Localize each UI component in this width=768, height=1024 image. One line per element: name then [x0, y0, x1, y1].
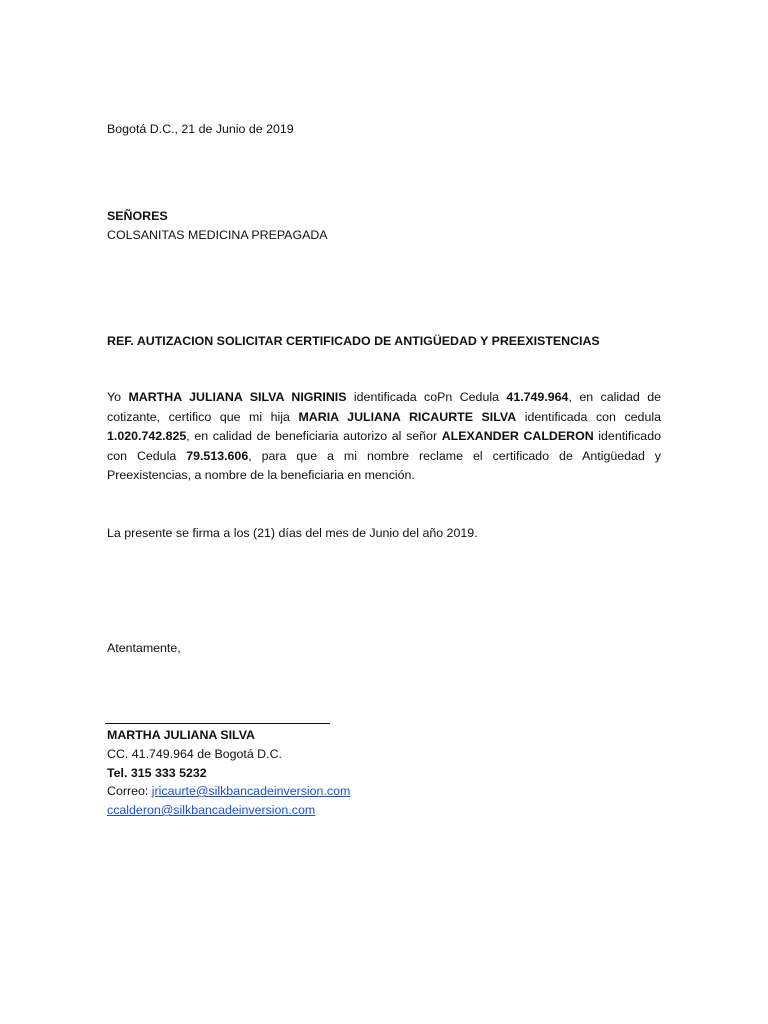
signature-rule: [105, 723, 330, 724]
body-text: identificado con Cedula: [107, 429, 661, 463]
signer-id: CC. 41.749.964 de Bogotá D.C.: [107, 747, 282, 761]
signer-phone: Tel. 315 333 5232: [107, 766, 207, 780]
reference-line: REF. AUTIZACION SOLICITAR CERTIFICADO DE ANTIGÜEDAD Y PREEXISTENCIAS: [107, 334, 600, 348]
email-label: Correo:: [107, 784, 152, 798]
body-bold: 79.513.606: [186, 448, 249, 463]
body-paragraph: [107, 388, 661, 486]
email-row-2: [107, 801, 315, 820]
email-link-1[interactable]: jricaurte@silkbancadeinversion.com: [151, 784, 351, 798]
recipient-salutation: SEÑORES: [107, 209, 168, 223]
email-link-2[interactable]: ccalderon@silkbancadeinversion.com: [107, 803, 316, 817]
body-text: , en calidad de beneficiaria autorizo al señor: [186, 429, 442, 443]
body-bold: MARIA JULIANA RICAURTE SILVA: [298, 409, 517, 424]
body-text: Yo: [107, 390, 129, 404]
signer-name: MARTHA JULIANA SILVA: [107, 728, 255, 742]
body-bold: ALEXANDER CALDERON: [441, 429, 594, 443]
email-row: [107, 782, 350, 801]
closing-line: Atentamente,: [107, 641, 181, 655]
body-bold: MARTHA JULIANA SILVA NIGRINIS: [128, 390, 347, 404]
body-bold: 1.020.742.825: [107, 429, 187, 443]
body-text: , en calidad de cotizante, certifico que mi hija: [107, 390, 662, 424]
body-bold: 41.749.964: [506, 390, 569, 404]
body-text: , para que a mi nombre reclame el certificado de Antigüedad y Preexistencias, a nombre de la beneficiaria en mención.: [107, 448, 661, 482]
date-line: Bogotá D.C., 21 de Junio de 2019: [107, 122, 294, 136]
body-text: identificada coPn Cedula: [346, 390, 507, 404]
body-text: identificada con cedula: [516, 409, 661, 424]
signing-line: La presente se firma a los (21) días del mes de Junio del año 2019.: [107, 526, 478, 540]
recipient-company: COLSANITAS MEDICINA PREPAGADA: [107, 228, 328, 242]
